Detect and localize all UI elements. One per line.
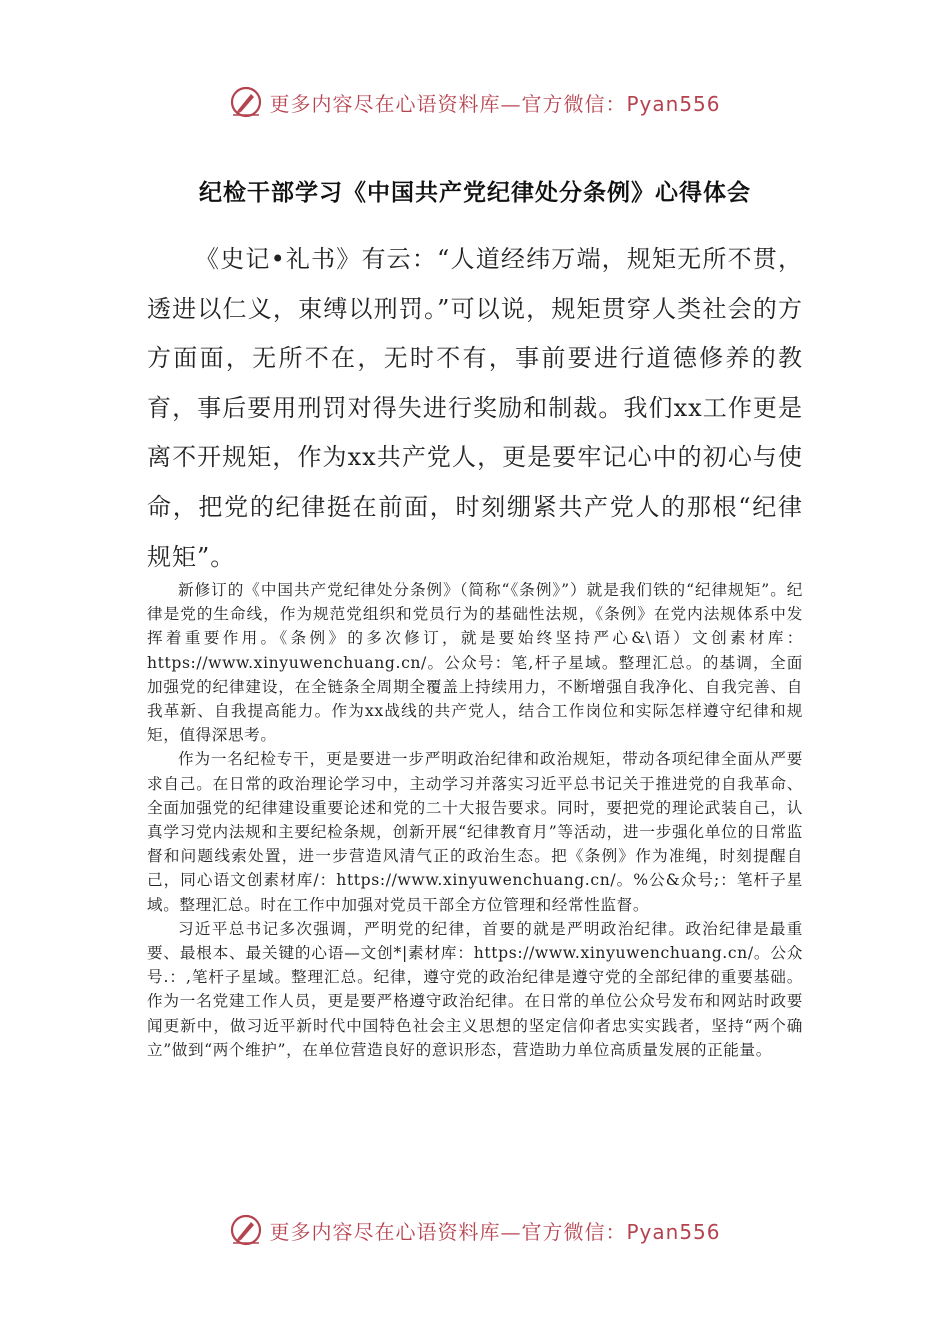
body-text (147, 578, 803, 1062)
body-paragraph: 新修订的《中国共产党纪律处分条例》（简称“《条例》”）就是我们铁的“纪律规矩”。纪律是党的生命线，作为规范党组织和党员行为的基础性法规，《条例》在党内法规体系中发挥着重要作用。《条例》的多次修订，就是要始终坚持严心&\语）文创素材库：https://www.xinyuwenchuang.cn/。公众号：笔,杆子星域。整理汇总。的基调，全面加强党的纪律建设，在全链条全周期全覆盖上持续用力，不断增强自我净化、自我完善、自我革新、自我提高能力。作为xx战线的共产党人，结合工作岗位和实际怎样遵守纪律和规矩，值得深思考。 (147, 581, 803, 745)
banner-wechat-id: Pyan556 (626, 1219, 721, 1244)
banner-text (269, 88, 720, 117)
banner-text (269, 1216, 720, 1245)
header-banner (0, 82, 950, 122)
intro-paragraph: 《史记•礼书》有云：“人道经纬万端，规矩无所不贯，透进以仁义，束缚以刑罚。”可以说，规矩贯穿人类社会的方方面面，无所不在，无时不有，事前要进行道德修养的教育，事后要用刑罚对得失进行奖励和制裁。我们xx工作更是离不开规矩，作为xx共产党人，更是要牢记心中的初心与使命，把党的纪律挺在前面，时刻绷紧共产党人的那根“纪律规矩”。 (147, 245, 803, 571)
body-paragraph: 作为一名纪检专干，更是要进一步严明政治纪律和政治规矩，带动各项纪律全面从严要求自己。在日常的政治理论学习中，主动学习并落实习近平总书记关于推进党的自我革命、全面加强党的纪律建设重要论述和党的二十大报告要求。同时，要把党的理论武装自己，认真学习党内法规和主要纪检条规，创新开展“纪律教育月”等活动，进一步强化单位的日常监督和问题线索处置，进一步营造风清气正的政治生态。把《条例》作为准绳，时刻提醒自己，同心语文创素材库/：https://www.xinyuwenchuang.cn/。%公&众号;：笔杆子星域。整理汇总。时在工作中加强对党员干部全方位管理和经常性监督。 (147, 750, 804, 914)
pen-nib-logo-icon (229, 85, 263, 119)
banner-text-cn: 更多内容尽在心语资料库—官方微信： (269, 91, 627, 116)
document-title: 纪检干部学习《中国共产党纪律处分条例》心得体会 (199, 180, 751, 206)
pen-nib-logo-icon (229, 1213, 263, 1247)
banner-wechat-id: Pyan556 (626, 91, 721, 116)
body-paragraph: 习近平总书记多次强调，严明党的纪律，首要的就是严明政治纪律。政治纪律是最重要、最根本、最关键的心语—文创*|素材库：https://www.xinyuwenchuang.cn/。公众号.：,笔杆子星域。整理汇总。纪律，遵守党的政治纪律是遵守党的全部纪律的重要基础。作为一名党建工作人员，更是要严格遵守政治纪律。在日常的单位公众号发布和网站时政要闻更新中，做习近平新时代中国特色社会主义思想的坚定信仰者忠实实践者，坚持“两个确立”做到“两个维护”，在单位营造良好的意识形态，营造助力单位高质量发展的正能量。 (147, 919, 803, 1059)
banner-text-cn: 更多内容尽在心语资料库—官方微信： (269, 1219, 627, 1244)
footer-banner (0, 1210, 950, 1250)
